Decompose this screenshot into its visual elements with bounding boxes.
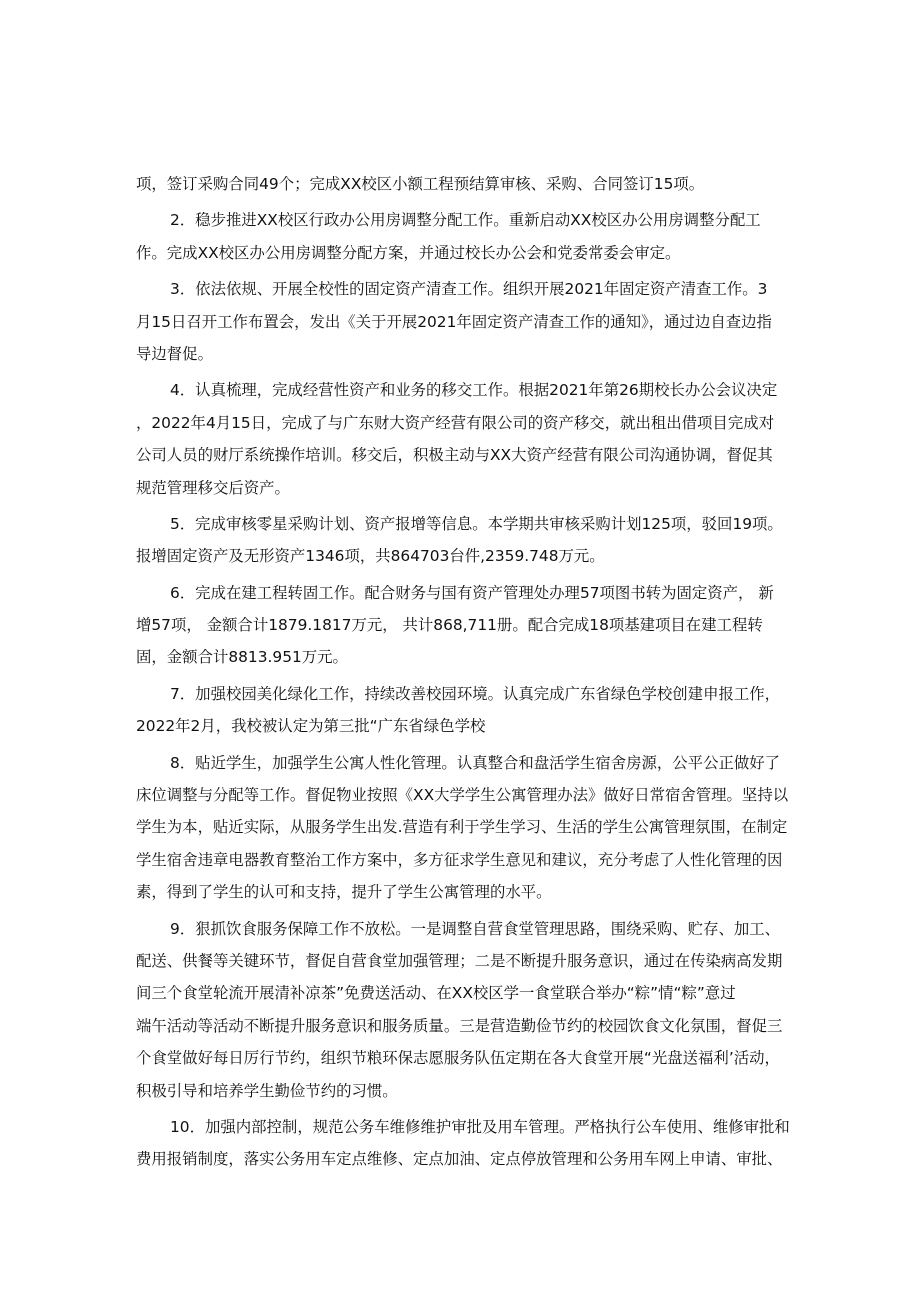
text-line: 3．依法依规、开展全校性的固定资产清查工作。组织开展2021年固定资产清查工作。3 xyxy=(170,280,768,299)
paragraph-item-5 xyxy=(136,508,784,573)
paragraph-item-8 xyxy=(136,747,789,909)
text-line: 4．认真梳理，完成经营性资产和业务的移交工作。根据2021年第26期校长办公会议决定 xyxy=(170,381,778,400)
paragraph-item-2 xyxy=(136,204,784,269)
text-line: 规范管理移交后资产。 xyxy=(136,478,290,497)
text-line: 间三个食堂轮流开展清补凉茶”免费送活动、在XX校区学一食堂联合举办“粽”情“粽”意过 xyxy=(136,984,736,1003)
paragraph-item-6 xyxy=(136,577,784,674)
text-line: 素，得到了学生的认可和支持，提升了学生公寓管理的水平。 xyxy=(136,883,552,902)
paragraph-item-10 xyxy=(136,1111,790,1176)
text-line: 5．完成审核零星采购计划、资产报增等信息。本学期共审核采购计划125项，驳回19项。 xyxy=(170,514,783,533)
paragraph-item-7 xyxy=(136,678,784,743)
paragraph-item-9 xyxy=(136,913,784,1107)
text-line: ，2022年4月15日，完成了与广东财大资产经营有限公司的资产移交，就出租出借项目完成对 xyxy=(136,413,774,432)
text-line: 2．稳步推进XX校区行政办公用房调整分配工作。重新启动XX校区办公用房调整分配工 xyxy=(170,211,761,230)
text-line: 月15日召开工作布置会，发出《关于开展2021年固定资产清查工作的通知》，通过边自查边指 xyxy=(136,312,772,331)
paragraph-continuation xyxy=(136,168,784,200)
text-line: 学生为本，贴近实际，从服务学生出发.营造有利于学生学习、生活的学生公寓管理氛围，在制定 xyxy=(136,818,788,837)
text-line: 固，金额合计8813.951万元。 xyxy=(136,648,348,667)
text-line: 费用报销制度，落实公务用车定点维修、定点加油、定点停放管理和公务用车网上申请、审批、 xyxy=(136,1150,783,1169)
text-line: 端午活动等活动不断提升服务意识和服务质量。三是营造勤俭节约的校园饮食文化氛围，督促三 xyxy=(136,1016,783,1035)
text-line: 作。完成XX校区办公用房调整分配方案，并通过校长办公会和党委常委会审定。 xyxy=(136,243,681,262)
text-line: 6．完成在建工程转固工作。配合财务与国有资产管理处办理57项图书转为固定资产， 新 xyxy=(170,583,774,602)
text-line: 导边督促。 xyxy=(136,344,213,363)
text-line: 积极引导和培养学生勤俭节约的习惯。 xyxy=(136,1081,398,1100)
text-line: 2022年2月，我校被认定为第三批“广东省绿色学校 xyxy=(136,717,486,736)
text-line: 10．加强内部控制，规范公务车维修维护审批及用车管理。严格执行公车使用、维修审批和 xyxy=(170,1117,790,1136)
text-line: 报增固定资产及无形资产1346项，共864703台件,2359.748万元。 xyxy=(136,547,605,566)
text-line: 7．加强校园美化绿化工作，持续改善校园环境。认真完成广东省绿色学校创建申报工作， xyxy=(170,684,781,703)
text-line: 床位调整与分配等工作。督促物业按照《XX大学学生公寓管理办法》做好日常宿舍管理。坚持以 xyxy=(136,786,789,805)
text-line: 配送、供餐等关键环节，督促自营食堂加强管理；二是不断提升服务意识，通过在传染病高发期 xyxy=(136,951,783,970)
text-line: 个食堂做好每日厉行节约，组织节粮环保志愿服务队伍定期在各大食堂开展“光盘送福利’活动， xyxy=(136,1049,780,1068)
text-line: 项，签订采购合同49个；完成XX校区小额工程预结算审核、采购、合同签订15项。 xyxy=(136,175,705,193)
paragraph-item-3 xyxy=(136,273,784,370)
text-line: 增57项， 金额合计1879.1817万元， 共计868,711册。配合完成18项基建项目在建工程转 xyxy=(136,616,763,635)
document-body xyxy=(136,168,790,1176)
text-line: 9．狠抓饮食服务保障工作不放松。一是调整自营食堂管理思路，围绕采购、贮存、加工、 xyxy=(170,919,781,938)
text-line: 公司人员的财厅系统操作培训。移交后，积极主动与XX大资产经营有限公司沟通协调，督促其 xyxy=(136,446,773,465)
text-line: 8．贴近学生，加强学生公寓人性化管理。认真整合和盘活学生宿舍房源，公平公正做好了 xyxy=(170,753,781,772)
paragraph-item-4 xyxy=(136,374,784,504)
text-line: 学生宿舍违章电器教育整治工作方案中，多方征求学生意见和建议，充分考虑了人性化管理的因 xyxy=(136,850,783,869)
